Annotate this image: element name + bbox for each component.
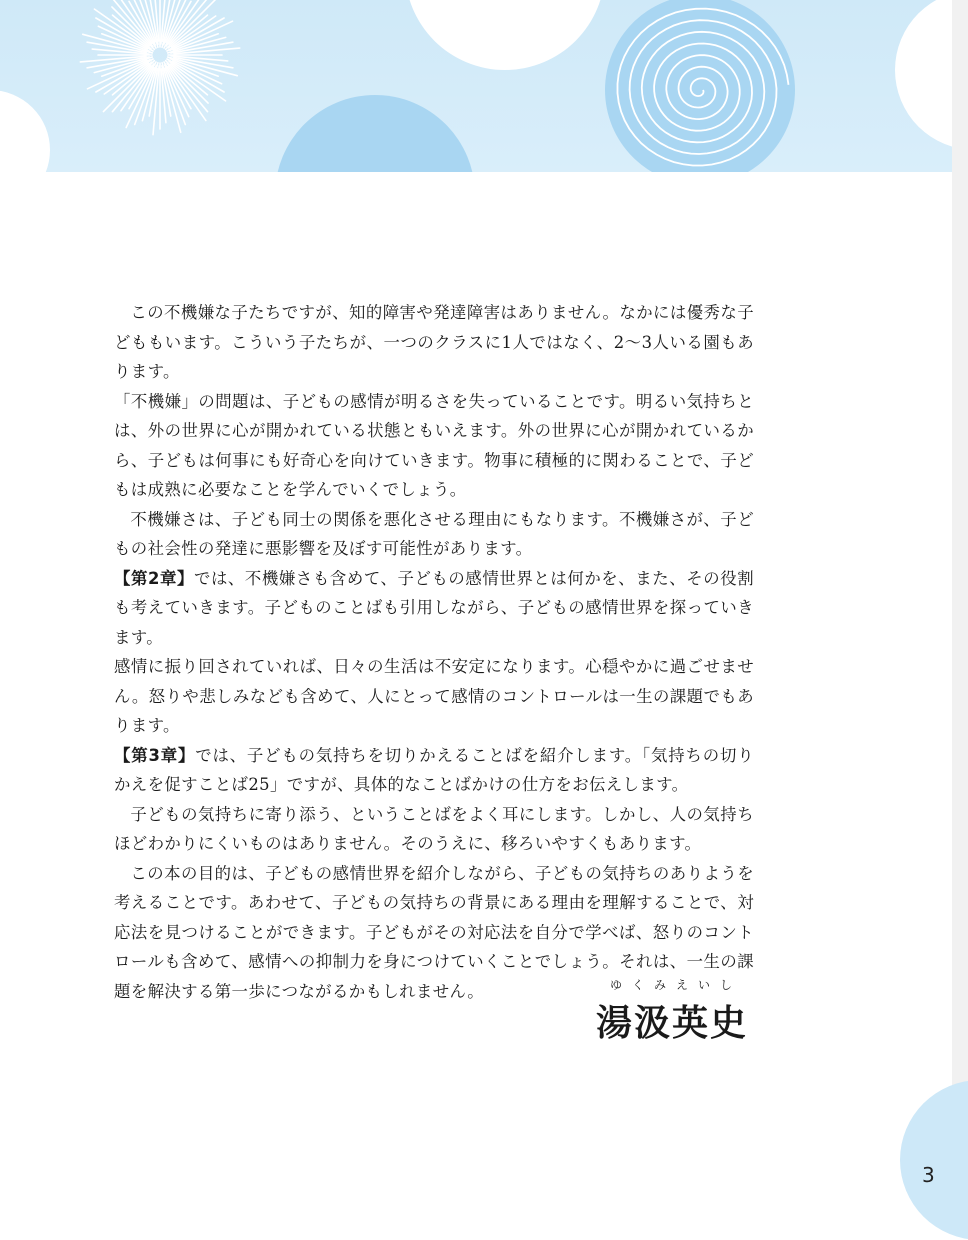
burst-decoration xyxy=(80,0,239,135)
author-name: 湯汲英史 xyxy=(595,1002,748,1044)
chapter-2-tag: 【第2章】 xyxy=(114,568,194,588)
corner-decoration xyxy=(900,1080,968,1240)
paragraph-text: では、不機嫌さも含めて、子どもの感情世界とは何かを、また、その役割も考えていきます。子どものことばも引用しながら、子どもの感情世界を探っていきます。 xyxy=(114,568,754,647)
page-edge xyxy=(952,0,968,1200)
deco-circle-left xyxy=(0,90,50,172)
deco-circle-top xyxy=(405,0,605,70)
paragraph-text: では、子どもの気持ちを切りかえることばを紹介します。「気持ちの切りかえを促すことば25」ですが、具体的なことばかけの仕方をお伝えします。 xyxy=(114,745,755,794)
paragraph: 不機嫌さは、子ども同士の関係を悪化させる理由にもなります。不機嫌さが、子どもの社会性の発達に悪影響を及ぼす可能性があります。 xyxy=(114,509,754,558)
paragraph xyxy=(114,564,754,653)
paragraph: 「不機嫌」の問題は、子どもの感情が明るさを失っていることです。明るい気持ちとは、外の世界に心が開かれている状態ともいえます。外の世界に心が開かれているから、子どもは何事にも好奇心を向けていきます。物事に積極的に関わることで、子どもは成熟に必要なことを学んでいくでしょう。 xyxy=(114,391,754,499)
spiral-disk xyxy=(605,0,795,172)
deco-circle-mid xyxy=(275,95,475,172)
decorative-circles xyxy=(0,0,968,172)
author-ruby: ゆくみえいし xyxy=(609,978,742,992)
paragraph xyxy=(114,741,754,800)
paragraph: この不機嫌な子たちですが、知的障害や発達障害はありません。なかには優秀な子どももいます。こういう子たちが、一つのクラスに1人ではなく、2〜3人いる園もあります。 xyxy=(114,303,754,381)
paragraph: この本の目的は、子どもの感情世界を紹介しながら、子どもの気持ちのありようを考えることです。あわせて、子どもの気持ちの背景にある理由を理解することで、対応法を見つけることができます。子どもがその対応法を自分で学べば、怒りのコントロールも含めて、感情への抑制力を身につけていくことでしょう。それは、一生の課題を解決する第一歩につながるかもしれません。 xyxy=(114,863,754,1001)
body-text xyxy=(114,298,754,1006)
header-decoration-band xyxy=(0,0,968,172)
page-number: 3 xyxy=(922,1163,935,1187)
author-signature xyxy=(592,976,752,1046)
paragraph: 感情に振り回されていれば、日々の生活は不安定になります。心穏やかに過ごせません。怒りや悲しみなども含めて、人にとって感情のコントロールは一生の課題でもあります。 xyxy=(114,657,754,735)
chapter-3-tag: 【第3章】 xyxy=(114,745,196,765)
paragraph: 子どもの気持ちに寄り添う、ということばをよく耳にします。しかし、人の気持ちほどわかりにくいものはありません。そのうえに、移ろいやすくもあります。 xyxy=(114,804,754,853)
